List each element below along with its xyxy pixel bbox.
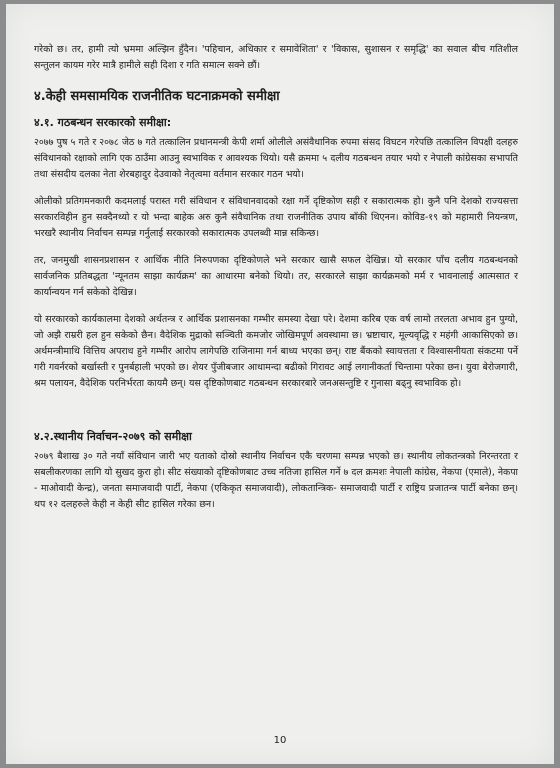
page-content bbox=[34, 42, 518, 524]
subsection-heading-coalition: ४.१. गठबन्धन सरकारको समीक्षा: bbox=[34, 116, 172, 129]
subsection-heading-election: ४.२.स्थानीय निर्वाचन-२०७९ को समीक्षा bbox=[34, 430, 192, 443]
section-gap bbox=[34, 403, 518, 421]
paragraph-election: २०७९ बैशाख ३० गते नयाँ संविधान जारी भए यताको दोस्रो स्थानीय निर्वाचन एकै चरणमा सम्पन्न भएको छ। स्थानीय लोकतन्त्रको निरन्तरता र सबलीकरणका लागि यो सुखद कुरा हो। सीट संख्याको दृष्टिकोणबाट उच्च नतिजा हासिल गर्ने ७ दल क्रमशः नेपाली कांग्रेस, नेकपा (एमाले), नेकपा - माओवादी केन्द्र), जनता समाजवादी पार्टी, नेकपा (एकिकृत समाजवादी), लोकतान्त्रिक- समाजवादी पार्टी र राष्ट्रिय प्रजातन्त्र पार्टी बनेका छन्। थप १२ दलहरुले केही न केही सीट हासिल गरेका छन। bbox=[34, 451, 518, 510]
section-heading: ४.केही समसामयिक राजनीतिक घटनाक्रमको समीक्षा bbox=[34, 89, 280, 104]
document-page bbox=[6, 4, 554, 764]
page-number: 10 bbox=[273, 735, 287, 746]
paragraph-governance: तर, जनमुखी शासनप्रशासन र आर्थिक नीति निरुपणका दृष्टिकोणले भने सरकार खासै सफल देखिन्न। यो सरकार पाँच दलीय गठबन्धनको सार्वजनिक प्रतिबद्धता 'न्यूनतम साझा कार्यक्रम' का आधारमा बनेको थियो। तर, सरकारले साझा कार्यक्रमको मर्म र भावनालाई आत्मसात र कार्यान्वयन गर्न सकेको देखिन्न। bbox=[34, 255, 518, 298]
intro-paragraph: गरेको छ। तर, हामी त्यो भ्रममा अल्झिन हुँदैन। 'पहिचान, अधिकार र समावेशिता' र 'विकास, सुशासन र समृद्धि' का सवाल बीच गतिशील सन्तुलन कायम गरेर मात्रै हामीले सही दिशा र गति समात्न सक्ने छौं। bbox=[34, 44, 518, 71]
paragraph-dissolution: २०७७ पुष ५ गते र २०७८ जेठ ७ गते तत्कालिन प्रधानमन्त्री केपी शर्मा ओलीले असंवैधानिक रुपमा संसद विघटन गरेपछि तत्कालिन विपक्षी दलहरु संविधानको रक्षाको लागि एक ठाउँमा आउनु स्वभाविक र आवश्यक थियो। यसै क्रममा ५ दलीय गठबन्धन तयार भयो र नेपाली कांग्रेसका सभापति तथा संसदीय दलका नेता शेरबहादुर देउवाको नेतृत्वमा वर्तमान सरकार गठन भयो। bbox=[34, 137, 518, 180]
paragraph-positive: ओलीको प्रतिगमनकारी कदमलाई परास्त गरी संविधान र संविधानवादको रक्षा गर्ने दृष्टिकोण सही र सकारात्मक हो। कुनै पनि देशको राज्यसत्ता सरकारविहीन हुन सक्दैनथ्यो र यो भन्दा बाहेक अरु कुनै संवैधानिक तथा राजनीतिक उपाय बाँकी थिएनन। कोविड-१९ को महामारी नियन्त्रण, भरखरै स्थानीय निर्वाचन सम्पन्न गर्नुलाई सरकारको सकारात्मक उपलब्धी मान्न सकिन्छ। bbox=[34, 196, 518, 239]
paragraph-economy: यो सरकारको कार्यकालमा देशको अर्थतन्त्र र आर्थिक प्रशासनका गम्भीर समस्या देखा परे। देशमा करिब एक वर्ष लामो तरलता अभाव हुन पुग्यो, जो अझै राम्ररी हल हुन सकेको छैन। वैदेशिक मुद्राको सञ्चिती कमजोर जोखिमपूर्ण अवस्थामा छ। भ्रष्टाचार, मूल्यवृद्धि र महंगी आकासिएको छ। अर्थमन्त्रीमाथि वित्तिय अपराध हुने गम्भीर आरोप लागेपछि राजिनामा गर्न बाध्य भएका छन्। राष्ट बैंकको स्वायत्तता र विश्वासनीयता संकटमा पर्ने गरी गवर्नरको बर्खास्ती र पुनर्बहाली भएको छ। शेयर पुँजीबजार आधामन्दा बढीको गिरावट आई लगानीकर्ता चिन्तामा परेका छन। युवा बेरोजगारी, श्रम पलायन, वैदेशिक परनिर्भरता कायमै छन्। यस दृष्टिकोणबाट गठबन्धन सरकारबारे जनअसन्तुष्टि र गुनासा बढ्नु स्वभाविक हो। bbox=[34, 314, 519, 389]
